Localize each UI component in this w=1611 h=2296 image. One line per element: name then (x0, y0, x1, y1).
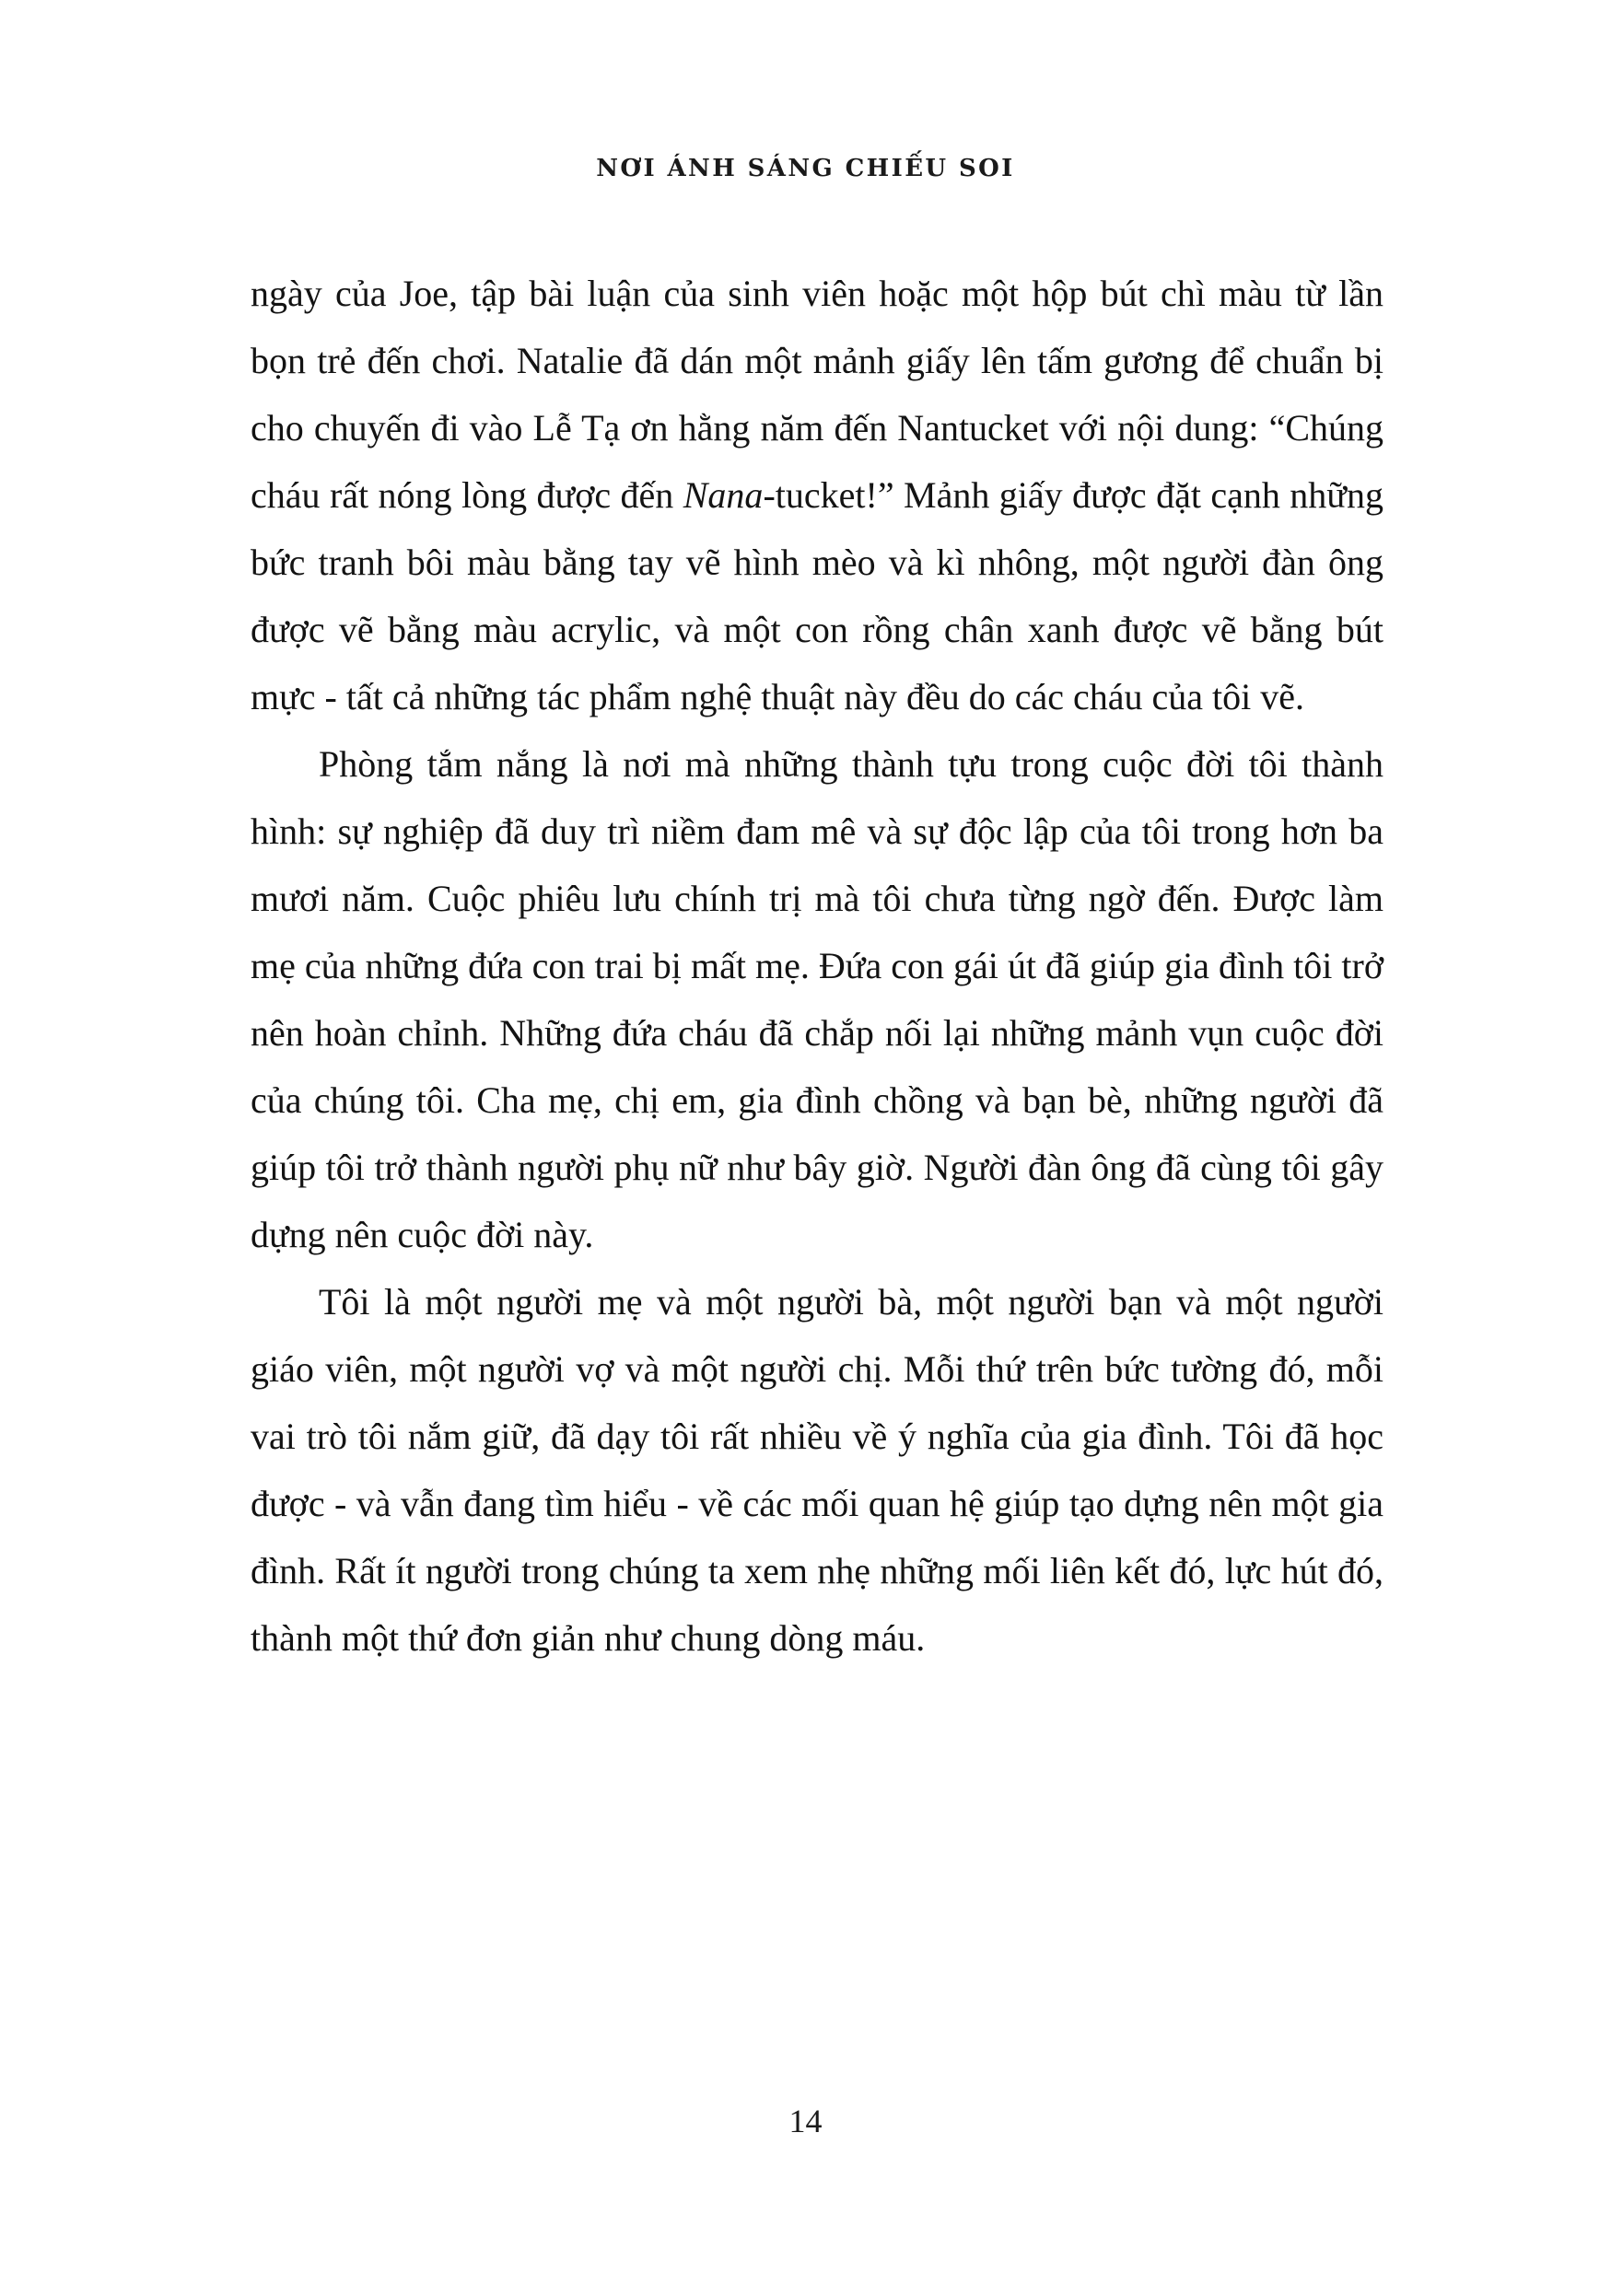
page-body (251, 260, 1383, 1672)
page-number: 14 (788, 2103, 823, 2139)
paragraph: Phòng tắm nắng là nơi mà những thành tựu trong cuộc đời tôi thành hình: sự nghiệp đã duy trì niềm đam mê và sự độc lập của tôi trong hơn ba mươi năm. Cuộc phiêu lưu chính trị mà tôi chưa từng ngờ đến. Được làm mẹ của những đứa con trai bị mất mẹ. Đứa con gái út đã giúp gia đình tôi trở nên hoàn chỉnh. Những đứa cháu đã chắp nối lại những mảnh vụn cuộc đời của chúng tôi. Cha mẹ, chị em, gia đình chồng và bạn bè, những người đã giúp tôi trở thành người phụ nữ như bây giờ. Người đàn ông đã cùng tôi gây dựng nên cuộc đời này. (251, 743, 1383, 1255)
paragraph: Tôi là một người mẹ và một người bà, một người bạn và một người giáo viên, một người vợ và một người chị. Mỗi thứ trên bức tường đó, mỗi vai trò tôi nắm giữ, đã dạy tôi rất nhiều về ý nghĩa của gia đình. Tôi đã học được - và vẫn đang tìm hiểu - về các mối quan hệ giúp tạo dựng nên một gia đình. Rất ít người trong chúng ta xem nhẹ những mối liên kết đó, lực hút đó, thành một thứ đơn giản như chung dòng máu. (251, 1281, 1383, 1659)
running-head: NƠI ÁNH SÁNG CHIẾU SOI (596, 155, 1015, 182)
paragraph: ngày của Joe, tập bài luận của sinh viên hoặc một hộp bút chì màu từ lần bọn trẻ đến chơi. Natalie đã dán một mảnh giấy lên tấm gương để chuẩn bị cho chuyến đi vào Lễ Tạ ơn hằng năm đến Nantucket với nội dung: “Chúng cháu rất nóng lòng được đến Nana-tucket!” Mảnh giấy được đặt cạnh những bức tranh bôi màu bằng tay vẽ hình mèo và kì nhông, một người đàn ông được vẽ bằng màu acrylic, và một con rồng chân xanh được vẽ bằng bút mực - tất cả những tác phẩm nghệ thuật này đều do các cháu của tôi vẽ. (251, 273, 1383, 717)
italic-word: Nana (683, 474, 764, 516)
